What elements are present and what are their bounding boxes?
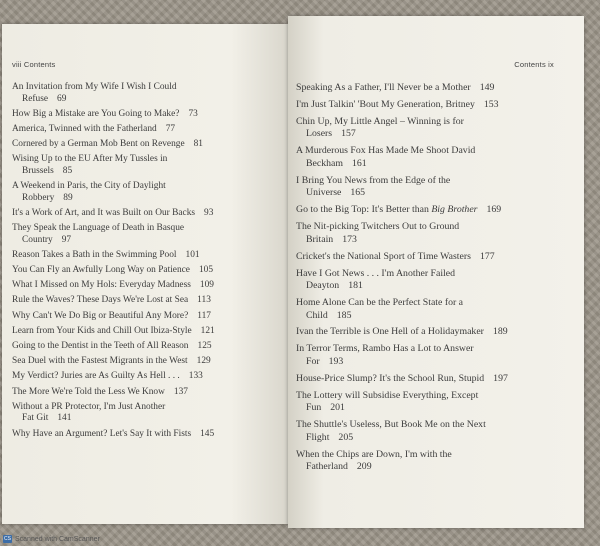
toc-entry: [12, 265, 282, 277]
toc-entry-page-number: 89: [63, 192, 73, 203]
toc-entry-title: When the Chips are Down, I'm with the: [296, 448, 452, 460]
toc-entry-title-continued: [12, 235, 282, 247]
toc-entry: [296, 326, 576, 339]
toc-entry: [296, 268, 576, 293]
toc-entry: [296, 175, 576, 200]
toc-entry-title: Go to the Big Top: It's Better than Big Brother: [296, 204, 478, 216]
toc-entry: [296, 343, 576, 368]
toc-entry-title: Reason Takes a Bath in the Swimming Pool: [12, 249, 177, 260]
toc-entry-title: How Big a Mistake are You Going to Make?: [12, 108, 180, 119]
right-page-header: Contents ix: [514, 60, 554, 69]
toc-entry-title: They Speak the Language of Death in Basque: [12, 223, 185, 234]
toc-entry-page-number: 141: [57, 413, 72, 424]
toc-entry: [296, 449, 576, 474]
toc-entry-page-number: 169: [486, 204, 502, 216]
toc-entry: [12, 429, 282, 441]
right-contents-list: [296, 82, 576, 478]
toc-entry-title: Ivan the Terrible is One Hell of a Holidaymaker: [296, 326, 484, 338]
toc-entry-title: Cornered by a German Mob Bent on Revenge: [12, 139, 185, 150]
scanner-watermark: [0, 532, 223, 546]
toc-entry-title-continued: [296, 461, 576, 474]
toc-entry-title: America, Twinned with the Fatherland: [12, 123, 157, 134]
toc-entry-title: Learn from Your Kids and Chill Out Ibiza-Style: [12, 325, 192, 336]
toc-entry-page-number: 69: [57, 93, 67, 104]
toc-entry-page-number: 181: [348, 280, 363, 292]
left-page: [2, 24, 288, 524]
toc-entry: [296, 145, 576, 170]
toc-entry-page-number: 105: [198, 265, 214, 276]
camscanner-icon: CS: [4, 536, 11, 542]
toc-entry-page-number: 133: [188, 371, 203, 382]
toc-entry: [12, 109, 282, 121]
toc-entry-title: I Bring You News from the Edge of the: [296, 174, 451, 186]
toc-entry-page-number: 129: [196, 356, 211, 367]
toc-entry-page-number: 145: [200, 428, 215, 439]
open-book: [2, 16, 584, 528]
toc-entry-page-number: 97: [61, 234, 72, 245]
toc-entry: [12, 387, 282, 399]
toc-entry-title: Without a PR Protector, I'm Just Another: [12, 401, 166, 412]
toc-entry-title: Cricket's the National Sport of Time Wasters: [296, 250, 471, 262]
toc-entry-title: House-Price Slump? It's the School Run, Stupid: [296, 372, 485, 384]
toc-entry: [12, 326, 282, 338]
toc-entry-title: I'm Just Talkin' 'Bout My Generation, Britney: [296, 98, 475, 110]
toc-entry-title-continued-text: Country: [22, 234, 53, 245]
toc-entry-page-number: 193: [328, 355, 344, 367]
toc-entry-page-number: 209: [356, 461, 372, 473]
toc-entry-title: An Invitation from My Wife I Wish I Could: [12, 82, 177, 92]
toc-entry-title-continued: [12, 166, 282, 178]
toc-entry: [12, 82, 282, 105]
toc-entry: [12, 181, 282, 204]
toc-entry: [12, 356, 282, 368]
toc-entry-title-continued-text: Deayton: [306, 280, 340, 292]
toc-entry-title: My Verdict? Juries are As Guilty As Hell . . .: [12, 371, 180, 382]
toc-entry: [12, 280, 282, 292]
toc-entry: [12, 295, 282, 307]
toc-entry-page-number: 149: [479, 82, 495, 93]
toc-entry-title: Have I Got News . . . I'm Another Failed: [296, 267, 456, 279]
toc-entry-title: The More We're Told the Less We Know: [12, 386, 165, 397]
left-contents-list: [12, 82, 282, 444]
toc-entry: [12, 208, 282, 220]
toc-entry-page-number: 77: [165, 123, 176, 134]
toc-entry-page-number: 161: [352, 157, 367, 169]
toc-entry-title-continued: [296, 356, 576, 369]
toc-entry-page-number: 117: [197, 310, 211, 321]
right-page: [288, 16, 584, 528]
toc-entry: [296, 373, 576, 386]
toc-entry-title-continued-text: Beckham: [306, 157, 343, 169]
toc-entry-page-number: 73: [188, 108, 198, 119]
toc-entry-title: A Murderous Fox Has Made Me Shoot David: [296, 145, 476, 157]
toc-entry-title-continued: [296, 310, 576, 323]
toc-entry: [296, 251, 576, 264]
toc-entry-page-number: 125: [197, 341, 212, 351]
toc-entry-page-number: 81: [193, 139, 203, 150]
toc-entry-title-continued: [12, 193, 282, 205]
toc-entry-title: In Terror Terms, Rambo Has a Lot to Answer: [296, 343, 474, 355]
toc-entry: [296, 221, 576, 246]
toc-entry: [296, 99, 576, 112]
toc-entry-title: Going to the Dentist in the Teeth of All Reason: [12, 341, 189, 351]
toc-entry-page-number: 189: [492, 326, 508, 338]
toc-entry-title-continued-text: Robbery: [22, 192, 55, 203]
toc-entry-page-number: 93: [204, 207, 214, 218]
toc-entry-title: Sea Duel with the Fastest Migrants in the West: [12, 356, 188, 367]
toc-entry-title: The Lottery will Subsidise Everything, Except: [296, 389, 479, 401]
toc-entry: [12, 223, 282, 246]
toc-entry-title-continued: [296, 128, 576, 141]
toc-entry-title: Why Have an Argument? Let's Say It with Fists: [12, 428, 192, 439]
toc-entry-title: The Nit-picking Twitchers Out to Ground: [296, 221, 460, 233]
toc-entry-title-continued-text: Refuse: [22, 93, 49, 104]
left-page-header: viii Contents: [12, 60, 56, 69]
toc-entry-title-continued-text: Universe: [306, 187, 342, 199]
toc-entry: [296, 297, 576, 322]
toc-entry-title: Speaking As a Father, I'll Never be a Mother: [296, 82, 471, 93]
toc-entry-page-number: 177: [479, 250, 495, 262]
toc-entry-title-continued: [296, 280, 576, 293]
toc-entry: [12, 402, 282, 425]
toc-entry-title: A Weekend in Paris, the City of Daylight: [12, 181, 166, 192]
toc-entry: [12, 341, 282, 353]
toc-entry-title-continued-text: For: [306, 355, 320, 367]
toc-entry-page-number: 137: [173, 386, 188, 397]
toc-entry: [296, 419, 576, 444]
toc-entry-title-continued: [296, 402, 576, 415]
toc-entry-title: What I Missed on My Hols: Everyday Madness: [12, 280, 191, 291]
toc-entry: [12, 250, 282, 262]
toc-entry: [12, 371, 282, 383]
toc-entry-page-number: 109: [199, 280, 214, 291]
toc-entry: [296, 390, 576, 415]
toc-entry-title-continued-text: Fat Git: [22, 413, 49, 424]
toc-entry-page-number: 205: [338, 431, 354, 443]
toc-entry-page-number: 121: [200, 325, 215, 336]
toc-entry-title: Home Alone Can be the Perfect State for a: [296, 296, 464, 308]
toc-entry: [12, 139, 282, 151]
toc-entry-title-continued: [296, 432, 576, 445]
toc-entry: [12, 311, 282, 323]
toc-entry-page-number: 185: [336, 309, 352, 321]
toc-entry: [296, 116, 576, 141]
toc-entry-title: Wising Up to the EU After My Tussles in: [12, 154, 168, 165]
toc-entry: [12, 154, 282, 177]
toc-entry-title-continued-text: Child: [306, 309, 328, 321]
toc-entry-page-number: 101: [185, 249, 200, 260]
toc-entry-title-continued: [296, 187, 576, 200]
toc-entry: [296, 82, 576, 95]
toc-entry: [296, 204, 576, 217]
toc-entry-title: It's a Work of Art, and It was Built on Our Backs: [12, 207, 196, 218]
toc-entry: [12, 124, 282, 136]
toc-entry-page-number: 197: [493, 372, 508, 384]
toc-entry-title-continued-text: Flight: [306, 431, 330, 443]
toc-entry-title-continued: [296, 158, 576, 171]
toc-entry-title: Why Can't We Do Big or Beautiful Any More?: [12, 310, 189, 321]
toc-entry-title: Chin Up, My Little Angel – Winning is for: [296, 115, 464, 127]
toc-entry-title-continued: [12, 94, 282, 106]
toc-entry-page-number: 201: [330, 402, 345, 414]
toc-entry-page-number: 85: [62, 165, 73, 176]
toc-entry-title-continued: [12, 413, 282, 425]
toc-entry-page-number: 157: [341, 128, 356, 140]
toc-entry-page-number: 113: [197, 295, 211, 306]
toc-entry-title-continued-text: Britain: [306, 233, 334, 245]
toc-entry-title-italic: Big Brother: [431, 204, 478, 216]
toc-entry-title-continued-text: Fatherland: [306, 461, 348, 473]
scanner-label: Scanned with CamScanner: [15, 535, 100, 543]
toc-entry-title-continued-text: Brussels: [22, 165, 54, 176]
toc-entry-title-continued: [296, 234, 576, 247]
toc-entry-title: The Shuttle's Useless, But Book Me on the Next: [296, 419, 486, 431]
toc-entry-page-number: 153: [483, 98, 499, 110]
toc-entry-title-continued-text: Fun: [306, 402, 322, 414]
toc-entry-page-number: 173: [342, 233, 357, 245]
toc-entry-title: You Can Fly an Awfully Long Way on Patience: [12, 265, 190, 276]
toc-entry-title: Rule the Waves? These Days We're Lost at Sea: [12, 295, 189, 306]
toc-entry-page-number: 165: [350, 187, 366, 199]
toc-entry-title-continued-text: Losers: [306, 128, 333, 140]
